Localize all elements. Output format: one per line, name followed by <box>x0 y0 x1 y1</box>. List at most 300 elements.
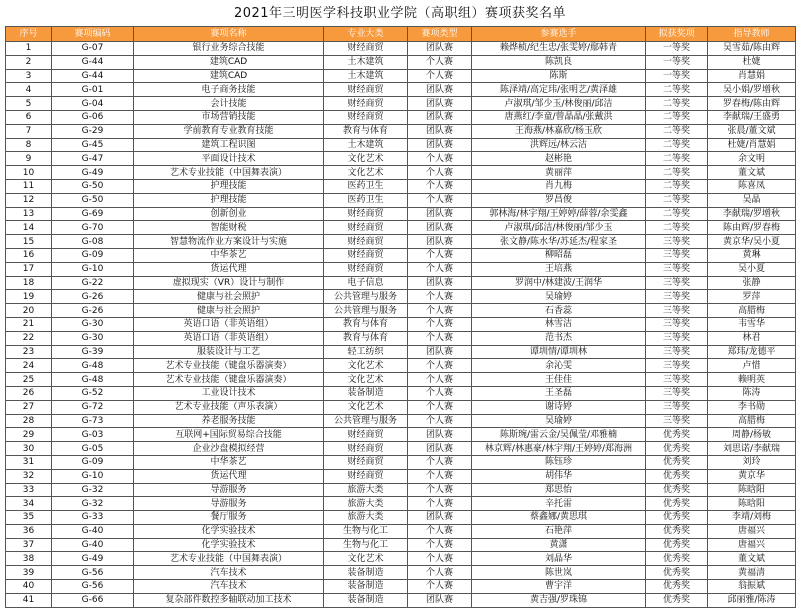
cell-type: 个人赛 <box>408 483 472 497</box>
cell-type: 团队赛 <box>408 138 472 152</box>
cell-category: 教育与体育 <box>324 317 408 331</box>
cell-award: 三等奖 <box>646 290 708 304</box>
cell-teacher: 吴小夏 <box>708 262 796 276</box>
cell-teacher: 黄福清 <box>708 566 796 580</box>
cell-index: 5 <box>6 97 52 111</box>
cell-type: 个人赛 <box>408 552 472 566</box>
cell-code: G-50 <box>52 193 134 207</box>
cell-contestants: 林京辉/林惠豪/林宇翔/王婷婷/郑海洲 <box>472 442 646 456</box>
cell-category: 医药卫生 <box>324 193 408 207</box>
cell-award: 优秀奖 <box>646 524 708 538</box>
cell-code: G-10 <box>52 469 134 483</box>
cell-category: 财经商贸 <box>324 455 408 469</box>
cell-contestants: 罗润中/林建波/王润华 <box>472 276 646 290</box>
cell-type: 团队赛 <box>408 124 472 138</box>
cell-contestants: 陈凯良 <box>472 55 646 69</box>
cell-award: 二等奖 <box>646 83 708 97</box>
cell-teacher: 李书勋 <box>708 400 796 414</box>
cell-contestants: 吴瑜婷 <box>472 290 646 304</box>
table-row <box>6 593 796 607</box>
cell-teacher: 罗萍 <box>708 290 796 304</box>
table-row <box>6 386 796 400</box>
cell-type: 个人赛 <box>408 566 472 580</box>
cell-award: 一等奖 <box>646 42 708 56</box>
cell-code: G-56 <box>52 580 134 594</box>
cell-event: 互联网+国际贸易综合技能 <box>134 428 324 442</box>
table-row <box>6 262 796 276</box>
cell-type: 团队赛 <box>408 207 472 221</box>
awards-table <box>5 26 796 608</box>
cell-category: 财经商贸 <box>324 42 408 56</box>
cell-event: 艺术专业技能（键盘乐器演奏） <box>134 359 324 373</box>
cell-type: 个人赛 <box>408 248 472 262</box>
cell-category: 公共管理与服务 <box>324 304 408 318</box>
cell-event: 化学实验技术 <box>134 524 324 538</box>
table-row <box>6 193 796 207</box>
cell-teacher: 罗春梅/陈由辉 <box>708 97 796 111</box>
cell-event: 智能财税 <box>134 221 324 235</box>
table-row <box>6 331 796 345</box>
cell-contestants: 卢淑琪/邹少玉/林俊丽/邱洁 <box>472 97 646 111</box>
cell-award: 优秀奖 <box>646 483 708 497</box>
cell-event: 导游服务 <box>134 483 324 497</box>
cell-type: 个人赛 <box>408 538 472 552</box>
table-row <box>6 524 796 538</box>
cell-contestants: 刘晶华 <box>472 552 646 566</box>
cell-type: 团队赛 <box>408 276 472 290</box>
cell-code: G-08 <box>52 235 134 249</box>
cell-index: 2 <box>6 55 52 69</box>
cell-code: G-40 <box>52 538 134 552</box>
cell-index: 27 <box>6 400 52 414</box>
cell-event: 企业沙盘模拟经营 <box>134 442 324 456</box>
cell-category: 旅游大类 <box>324 483 408 497</box>
cell-teacher: 杜婕 <box>708 55 796 69</box>
cell-category: 财经商贸 <box>324 428 408 442</box>
cell-category: 财经商贸 <box>324 235 408 249</box>
cell-contestants: 王培燕 <box>472 262 646 276</box>
cell-event: 建筑工程识图 <box>134 138 324 152</box>
table-row <box>6 552 796 566</box>
table-row <box>6 428 796 442</box>
cell-category: 装备制造 <box>324 566 408 580</box>
cell-teacher: 黄琳 <box>708 248 796 262</box>
cell-code: G-07 <box>52 42 134 56</box>
cell-index: 4 <box>6 83 52 97</box>
cell-teacher: 高腊梅 <box>708 304 796 318</box>
cell-code: G-66 <box>52 593 134 607</box>
cell-type: 个人赛 <box>408 55 472 69</box>
cell-event: 艺术专业技能（中国舞表演） <box>134 166 324 180</box>
cell-teacher: 赖明英 <box>708 373 796 387</box>
cell-award: 一等奖 <box>646 55 708 69</box>
cell-event: 艺术专业技能（键盘乐器演奏） <box>134 373 324 387</box>
cell-award: 优秀奖 <box>646 455 708 469</box>
cell-category: 公共管理与服务 <box>324 414 408 428</box>
cell-event: 英语口语（非英语组） <box>134 317 324 331</box>
cell-index: 15 <box>6 235 52 249</box>
cell-event: 虚拟现实（VR）设计与制作 <box>134 276 324 290</box>
cell-code: G-73 <box>52 414 134 428</box>
cell-teacher: 吴晶 <box>708 193 796 207</box>
cell-type: 个人赛 <box>408 331 472 345</box>
cell-award: 优秀奖 <box>646 538 708 552</box>
cell-category: 财经商贸 <box>324 83 408 97</box>
table-row <box>6 511 796 525</box>
cell-contestants: 王海燕/林嘉欣/杨玉欣 <box>472 124 646 138</box>
cell-category: 文化艺术 <box>324 400 408 414</box>
cell-event: 智慧物流作业方案设计与实施 <box>134 235 324 249</box>
cell-type: 团队赛 <box>408 442 472 456</box>
cell-teacher: 李靖/刘梅 <box>708 511 796 525</box>
cell-code: G-70 <box>52 221 134 235</box>
cell-award: 三等奖 <box>646 386 708 400</box>
cell-award: 三等奖 <box>646 317 708 331</box>
cell-event: 餐厅服务 <box>134 511 324 525</box>
table-row <box>6 55 796 69</box>
cell-type: 团队赛 <box>408 83 472 97</box>
col-header-contestants: 参赛选手 <box>472 27 646 42</box>
cell-category: 装备制造 <box>324 580 408 594</box>
cell-index: 41 <box>6 593 52 607</box>
cell-category: 旅游大类 <box>324 497 408 511</box>
cell-code: G-52 <box>52 386 134 400</box>
cell-award: 一等奖 <box>646 69 708 83</box>
cell-award: 二等奖 <box>646 221 708 235</box>
table-row <box>6 317 796 331</box>
table-row <box>6 442 796 456</box>
cell-type: 个人赛 <box>408 317 472 331</box>
table-row <box>6 138 796 152</box>
cell-contestants: 赵彬艳 <box>472 152 646 166</box>
cell-category: 公共管理与服务 <box>324 290 408 304</box>
cell-teacher: 陈涛 <box>708 386 796 400</box>
cell-contestants: 林雪洁 <box>472 317 646 331</box>
col-header-type: 赛项类型 <box>408 27 472 42</box>
cell-index: 17 <box>6 262 52 276</box>
cell-contestants: 辛托雷 <box>472 497 646 511</box>
cell-code: G-03 <box>52 428 134 442</box>
cell-event: 护理技能 <box>134 179 324 193</box>
cell-category: 装备制造 <box>324 386 408 400</box>
cell-award: 二等奖 <box>646 138 708 152</box>
table-row <box>6 69 796 83</box>
cell-award: 二等奖 <box>646 193 708 207</box>
table-row <box>6 179 796 193</box>
cell-category: 财经商贸 <box>324 110 408 124</box>
cell-contestants: 曹宇洋 <box>472 580 646 594</box>
cell-contestants: 陈世岚 <box>472 566 646 580</box>
cell-code: G-32 <box>52 483 134 497</box>
cell-index: 12 <box>6 193 52 207</box>
cell-type: 团队赛 <box>408 345 472 359</box>
cell-event: 创新创业 <box>134 207 324 221</box>
cell-index: 25 <box>6 373 52 387</box>
cell-category: 轻工纺织 <box>324 345 408 359</box>
cell-award: 三等奖 <box>646 235 708 249</box>
cell-type: 个人赛 <box>408 497 472 511</box>
table-row <box>6 455 796 469</box>
cell-teacher: 吴小娟/罗增秋 <box>708 83 796 97</box>
cell-code: G-09 <box>52 248 134 262</box>
table-header-row <box>6 27 796 42</box>
cell-contestants: 王圣磊 <box>472 386 646 400</box>
cell-code: G-32 <box>52 497 134 511</box>
cell-type: 个人赛 <box>408 524 472 538</box>
table-row <box>6 83 796 97</box>
cell-index: 35 <box>6 511 52 525</box>
cell-category: 电子信息 <box>324 276 408 290</box>
cell-event: 货运代理 <box>134 469 324 483</box>
cell-code: G-48 <box>52 373 134 387</box>
cell-teacher: 吴雪茹/陈由辉 <box>708 42 796 56</box>
col-header-award: 拟获奖项 <box>646 27 708 42</box>
cell-category: 旅游大类 <box>324 511 408 525</box>
cell-contestants: 陈泽靖/高定玮/张明艺/黄泽雄 <box>472 83 646 97</box>
cell-contestants: 陈斯琬/雷云金/吴佩莹/邓雅楠 <box>472 428 646 442</box>
cell-type: 个人赛 <box>408 69 472 83</box>
cell-contestants: 黄丽萍 <box>472 166 646 180</box>
cell-index: 40 <box>6 580 52 594</box>
cell-contestants: 黄潇 <box>472 538 646 552</box>
cell-code: G-69 <box>52 207 134 221</box>
cell-index: 16 <box>6 248 52 262</box>
col-header-category: 专业大类 <box>324 27 408 42</box>
cell-index: 32 <box>6 469 52 483</box>
table-row <box>6 124 796 138</box>
cell-teacher: 周静/杨敏 <box>708 428 796 442</box>
table-row <box>6 166 796 180</box>
cell-award: 三等奖 <box>646 414 708 428</box>
cell-event: 电子商务技能 <box>134 83 324 97</box>
cell-event: 英语口语（非英语组） <box>134 331 324 345</box>
cell-code: G-30 <box>52 317 134 331</box>
cell-type: 团队赛 <box>408 593 472 607</box>
cell-award: 优秀奖 <box>646 428 708 442</box>
cell-event: 健康与社会照护 <box>134 290 324 304</box>
table-row <box>6 538 796 552</box>
cell-category: 财经商贸 <box>324 262 408 276</box>
table-row <box>6 566 796 580</box>
cell-teacher: 陈由辉/罗春梅 <box>708 221 796 235</box>
cell-index: 34 <box>6 497 52 511</box>
cell-event: 汽车技术 <box>134 566 324 580</box>
cell-event: 会计技能 <box>134 97 324 111</box>
col-header-index: 序号 <box>6 27 52 42</box>
cell-teacher: 张静 <box>708 276 796 290</box>
cell-contestants: 谭圳情/谭圳林 <box>472 345 646 359</box>
cell-contestants: 郑思怡 <box>472 483 646 497</box>
cell-category: 土木建筑 <box>324 55 408 69</box>
cell-category: 教育与体育 <box>324 124 408 138</box>
cell-award: 三等奖 <box>646 359 708 373</box>
cell-contestants: 张文静/陈水华/苏延杰/程家圣 <box>472 235 646 249</box>
table-row <box>6 497 796 511</box>
cell-type: 个人赛 <box>408 414 472 428</box>
cell-teacher: 李献瑞/王盛勇 <box>708 110 796 124</box>
table-row <box>6 483 796 497</box>
cell-code: G-33 <box>52 511 134 525</box>
cell-category: 财经商贸 <box>324 442 408 456</box>
cell-contestants: 陈钰珍 <box>472 455 646 469</box>
cell-type: 团队赛 <box>408 235 472 249</box>
cell-index: 26 <box>6 386 52 400</box>
cell-event: 养老服务技能 <box>134 414 324 428</box>
cell-teacher: 黄京华/吴小夏 <box>708 235 796 249</box>
cell-code: G-06 <box>52 110 134 124</box>
cell-category: 文化艺术 <box>324 359 408 373</box>
cell-contestants: 陈斯 <box>472 69 646 83</box>
cell-award: 三等奖 <box>646 248 708 262</box>
cell-type: 个人赛 <box>408 304 472 318</box>
cell-event: 平面设计技术 <box>134 152 324 166</box>
table-row <box>6 469 796 483</box>
table-row <box>6 373 796 387</box>
cell-contestants: 王佳佳 <box>472 373 646 387</box>
cell-award: 三等奖 <box>646 373 708 387</box>
col-header-code: 赛项编码 <box>52 27 134 42</box>
cell-code: G-44 <box>52 69 134 83</box>
cell-index: 3 <box>6 69 52 83</box>
cell-code: G-49 <box>52 552 134 566</box>
cell-category: 财经商贸 <box>324 469 408 483</box>
cell-index: 36 <box>6 524 52 538</box>
cell-contestants: 吴瑜婷 <box>472 414 646 428</box>
cell-event: 艺术专业技能（声乐表演） <box>134 400 324 414</box>
cell-type: 团队赛 <box>408 428 472 442</box>
cell-award: 优秀奖 <box>646 552 708 566</box>
cell-code: G-72 <box>52 400 134 414</box>
cell-contestants: 柳昭磊 <box>472 248 646 262</box>
cell-index: 23 <box>6 345 52 359</box>
cell-type: 个人赛 <box>408 193 472 207</box>
cell-type: 个人赛 <box>408 373 472 387</box>
cell-index: 21 <box>6 317 52 331</box>
cell-teacher: 董文斌 <box>708 166 796 180</box>
table-body <box>6 42 796 608</box>
cell-index: 9 <box>6 152 52 166</box>
cell-teacher: 邱丽雅/陈涛 <box>708 593 796 607</box>
cell-award: 二等奖 <box>646 207 708 221</box>
cell-index: 20 <box>6 304 52 318</box>
cell-type: 团队赛 <box>408 110 472 124</box>
cell-teacher: 肖慧娟 <box>708 69 796 83</box>
cell-index: 37 <box>6 538 52 552</box>
cell-contestants: 唐燕红/李童/曾晶晶/张戴洪 <box>472 110 646 124</box>
cell-category: 生物与化工 <box>324 538 408 552</box>
cell-contestants: 胡伟华 <box>472 469 646 483</box>
cell-category: 土木建筑 <box>324 138 408 152</box>
cell-category: 财经商贸 <box>324 221 408 235</box>
cell-type: 个人赛 <box>408 359 472 373</box>
cell-award: 三等奖 <box>646 304 708 318</box>
cell-code: G-40 <box>52 524 134 538</box>
cell-category: 文化艺术 <box>324 166 408 180</box>
table-row <box>6 235 796 249</box>
table-row <box>6 345 796 359</box>
cell-index: 6 <box>6 110 52 124</box>
cell-teacher: 翁振斌 <box>708 580 796 594</box>
cell-teacher: 刘思诺/李献瑞 <box>708 442 796 456</box>
cell-teacher: 刘玲 <box>708 455 796 469</box>
cell-event: 化学实验技术 <box>134 538 324 552</box>
cell-code: G-48 <box>52 359 134 373</box>
cell-event: 护理技能 <box>134 193 324 207</box>
cell-contestants: 蔡鑫娜/黄思琪 <box>472 511 646 525</box>
cell-event: 工业设计技术 <box>134 386 324 400</box>
cell-award: 优秀奖 <box>646 469 708 483</box>
cell-code: G-09 <box>52 455 134 469</box>
cell-event: 建筑CAD <box>134 69 324 83</box>
table-row <box>6 304 796 318</box>
cell-contestants: 石香蕊 <box>472 304 646 318</box>
cell-category: 文化艺术 <box>324 152 408 166</box>
cell-code: G-10 <box>52 262 134 276</box>
cell-category: 财经商贸 <box>324 207 408 221</box>
cell-event: 市场营销技能 <box>134 110 324 124</box>
cell-award: 二等奖 <box>646 166 708 180</box>
cell-type: 个人赛 <box>408 152 472 166</box>
cell-contestants: 洪辉远/林云洁 <box>472 138 646 152</box>
cell-teacher: 陈晗阳 <box>708 483 796 497</box>
table-row <box>6 97 796 111</box>
cell-award: 三等奖 <box>646 331 708 345</box>
cell-type: 个人赛 <box>408 262 472 276</box>
cell-type: 个人赛 <box>408 400 472 414</box>
cell-event: 复杂部件数控多轴联动加工技术 <box>134 593 324 607</box>
cell-category: 文化艺术 <box>324 552 408 566</box>
cell-category: 医药卫生 <box>324 179 408 193</box>
cell-award: 优秀奖 <box>646 497 708 511</box>
table-row <box>6 152 796 166</box>
cell-event: 建筑CAD <box>134 55 324 69</box>
cell-index: 8 <box>6 138 52 152</box>
cell-code: G-22 <box>52 276 134 290</box>
cell-type: 个人赛 <box>408 580 472 594</box>
cell-index: 33 <box>6 483 52 497</box>
cell-code: G-49 <box>52 166 134 180</box>
cell-contestants: 郭林海/林宇翔/王婷婷/薛蓉/余雯鑫 <box>472 207 646 221</box>
cell-index: 10 <box>6 166 52 180</box>
cell-index: 11 <box>6 179 52 193</box>
cell-category: 财经商贸 <box>324 97 408 111</box>
cell-type: 团队赛 <box>408 42 472 56</box>
col-header-teacher: 指导教师 <box>708 27 796 42</box>
cell-teacher: 余文明 <box>708 152 796 166</box>
cell-event: 货运代理 <box>134 262 324 276</box>
cell-index: 18 <box>6 276 52 290</box>
cell-award: 优秀奖 <box>646 566 708 580</box>
cell-index: 28 <box>6 414 52 428</box>
cell-event: 导游服务 <box>134 497 324 511</box>
cell-event: 艺术专业技能（中国舞表演） <box>134 552 324 566</box>
cell-event: 服装设计与工艺 <box>134 345 324 359</box>
cell-contestants: 卢淑琪/邱洁/林俊丽/邹少玉 <box>472 221 646 235</box>
cell-award: 二等奖 <box>646 179 708 193</box>
cell-teacher: 林君 <box>708 331 796 345</box>
table-row <box>6 580 796 594</box>
cell-index: 22 <box>6 331 52 345</box>
cell-index: 19 <box>6 290 52 304</box>
cell-type: 个人赛 <box>408 455 472 469</box>
cell-code: G-39 <box>52 345 134 359</box>
cell-award: 二等奖 <box>646 110 708 124</box>
cell-code: G-26 <box>52 304 134 318</box>
cell-type: 个人赛 <box>408 386 472 400</box>
cell-code: G-44 <box>52 55 134 69</box>
cell-index: 39 <box>6 566 52 580</box>
cell-category: 装备制造 <box>324 593 408 607</box>
